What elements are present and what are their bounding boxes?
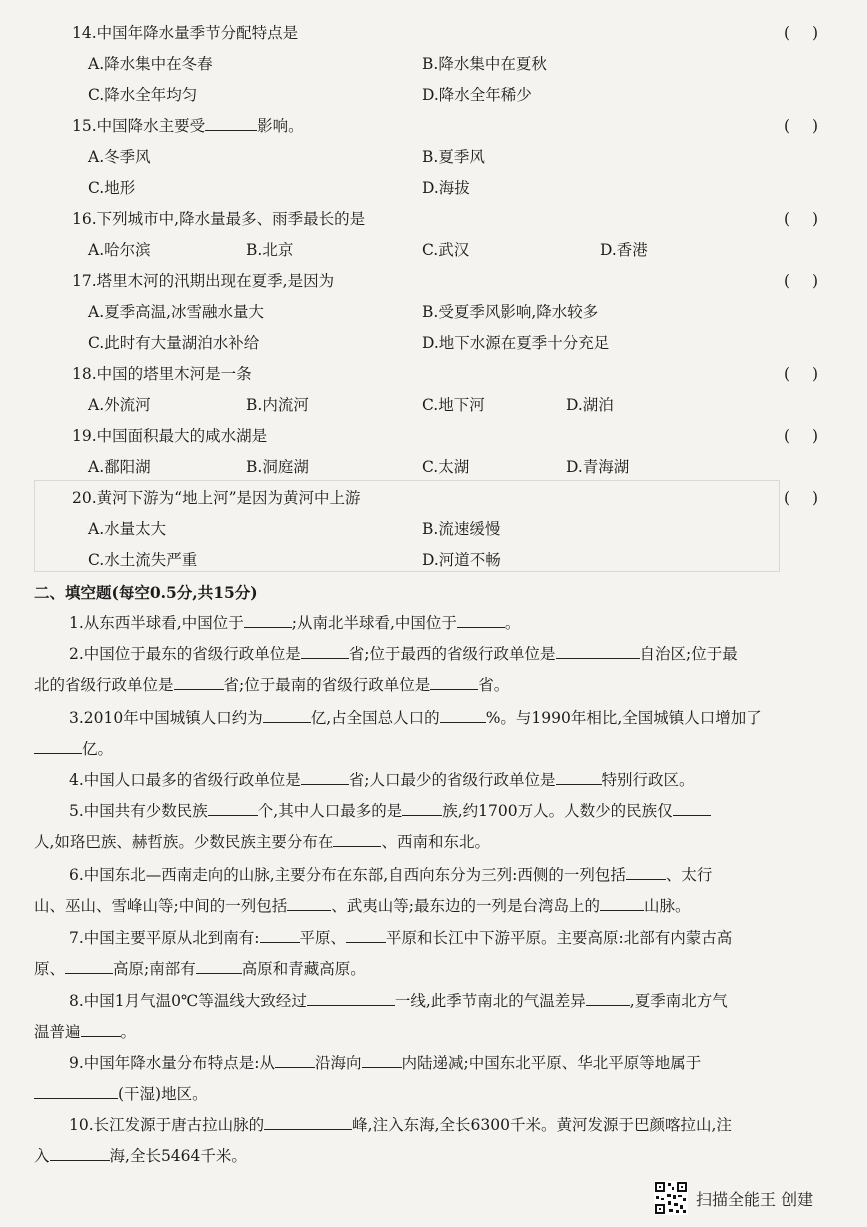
answer-blank[interactable] bbox=[50, 1141, 110, 1161]
fill-text: 5.中国共有少数民族 bbox=[69, 802, 208, 820]
fill-question-5 bbox=[34, 796, 867, 827]
answer-blank[interactable] bbox=[81, 1017, 121, 1037]
answer-bracket[interactable]: () bbox=[784, 117, 841, 135]
fill-text: 自治区;位于最 bbox=[639, 645, 738, 663]
option-d: D.青海湖 bbox=[566, 458, 630, 476]
option-a: A.冬季风 bbox=[88, 148, 151, 166]
options-row bbox=[0, 49, 867, 80]
fill-question-6-cont bbox=[34, 891, 834, 922]
fill-question-10 bbox=[34, 1110, 867, 1141]
answer-blank[interactable] bbox=[208, 796, 258, 816]
fill-text: 、武夷山等;最东边的一列是台湾岛上的 bbox=[331, 897, 600, 915]
question-text bbox=[72, 111, 304, 142]
fill-question-2 bbox=[34, 639, 867, 670]
option-a: A.水量太大 bbox=[88, 520, 167, 538]
fill-text: 入 bbox=[34, 1147, 50, 1165]
question-text-part: 15.中国降水主要受 bbox=[72, 117, 206, 135]
answer-bracket[interactable]: () bbox=[784, 272, 841, 290]
fill-text: 温普遍 bbox=[34, 1023, 81, 1041]
question-text: 16.下列城市中,降水量最多、雨季最长的是 bbox=[72, 210, 366, 228]
option-c: C.地形 bbox=[88, 179, 136, 197]
fill-text: 、太行 bbox=[665, 866, 713, 884]
fill-text: 。 bbox=[120, 1023, 137, 1041]
fill-text: 。 bbox=[504, 614, 521, 632]
fill-text: 原、 bbox=[34, 960, 66, 978]
qr-code-icon bbox=[654, 1181, 688, 1215]
answer-bracket[interactable]: () bbox=[784, 489, 841, 507]
fill-text: 个,其中人口最多的是 bbox=[257, 802, 403, 820]
answer-blank[interactable] bbox=[287, 891, 331, 911]
fill-text: 北的省级行政单位是 bbox=[34, 676, 174, 694]
scanner-watermark bbox=[654, 1180, 813, 1216]
fill-text: 平原和长江中下游平原。主要高原:北部有内蒙古高 bbox=[386, 929, 733, 947]
option-d: D.地下水源在夏季十分充足 bbox=[422, 334, 610, 352]
question-text: 17.塔里木河的汛期出现在夏季,是因为 bbox=[72, 272, 335, 290]
fill-question-6 bbox=[34, 860, 867, 891]
options-row bbox=[0, 142, 867, 173]
fill-question-3-cont bbox=[34, 734, 834, 765]
fill-text: 山脉。 bbox=[643, 897, 691, 915]
fill-text: 省;人口最少的省级行政单位是 bbox=[348, 771, 556, 789]
answer-blank[interactable] bbox=[263, 703, 311, 723]
fill-text: 1.从东西半球看,中国位于 bbox=[69, 614, 244, 632]
answer-blank[interactable] bbox=[301, 639, 349, 659]
fill-text: 海,全长5464千米。 bbox=[109, 1147, 247, 1165]
option-a: A.鄱阳湖 bbox=[88, 458, 151, 476]
fill-text: 高原;南部有 bbox=[113, 960, 196, 978]
fill-text: ,夏季南北方气 bbox=[629, 992, 728, 1010]
options-row bbox=[0, 80, 867, 111]
option-b: B.夏季风 bbox=[422, 148, 485, 166]
fill-text: (干湿)地区。 bbox=[118, 1085, 208, 1103]
fill-text: 4.中国人口最多的省级行政单位是 bbox=[69, 771, 301, 789]
option-d: D.湖泊 bbox=[566, 396, 614, 414]
fill-text: 族,约1700万人。人数少的民族仅 bbox=[442, 802, 673, 820]
options-row bbox=[0, 390, 867, 421]
question-16 bbox=[0, 204, 867, 235]
fill-question-4 bbox=[34, 765, 867, 796]
fill-text: 一线,此季节南北的气温差异 bbox=[394, 992, 586, 1010]
answer-blank[interactable] bbox=[346, 923, 386, 943]
answer-blank[interactable] bbox=[600, 891, 644, 911]
fill-text: 省;位于最西的省级行政单位是 bbox=[348, 645, 556, 663]
option-d: D.海拔 bbox=[422, 179, 470, 197]
fill-text: 内陆递减;中国东北平原、华北平原等地属于 bbox=[401, 1054, 702, 1072]
fill-text: 9.中国年降水量分布特点是:从 bbox=[69, 1054, 276, 1072]
question-text: 20.黄河下游为“地上河”是因为黄河中上游 bbox=[72, 489, 361, 507]
answer-blank[interactable] bbox=[196, 954, 242, 974]
question-text: 19.中国面积最大的咸水湖是 bbox=[72, 427, 268, 445]
answer-blank[interactable] bbox=[556, 639, 640, 659]
fill-question-8-cont bbox=[34, 1017, 834, 1048]
answer-blank[interactable] bbox=[301, 765, 349, 785]
option-b: B.流速缓慢 bbox=[422, 520, 501, 538]
fill-text: 高原和青藏高原。 bbox=[241, 960, 366, 978]
fill-text: 平原、 bbox=[299, 929, 347, 947]
option-a: A.哈尔滨 bbox=[88, 241, 151, 259]
option-b: B.洞庭湖 bbox=[246, 458, 309, 476]
option-c: C.此时有大量湖泊水补给 bbox=[88, 334, 260, 352]
answer-blank[interactable] bbox=[34, 734, 82, 754]
answer-blank[interactable] bbox=[34, 1079, 118, 1099]
question-17 bbox=[0, 266, 867, 297]
answer-blank[interactable] bbox=[673, 796, 711, 816]
fill-text: 省;位于最南的省级行政单位是 bbox=[223, 676, 431, 694]
answer-blank[interactable] bbox=[333, 827, 381, 847]
question-text: 14.中国年降水量季节分配特点是 bbox=[72, 24, 299, 42]
answer-blank[interactable] bbox=[260, 923, 300, 943]
answer-bracket[interactable]: () bbox=[784, 365, 841, 383]
question-20 bbox=[0, 483, 867, 514]
option-c: C.武汉 bbox=[422, 241, 470, 259]
options-row bbox=[0, 452, 867, 483]
options-row bbox=[0, 328, 867, 359]
fill-text: 亿。 bbox=[82, 740, 114, 758]
fill-text: 亿,占全国总人口的 bbox=[310, 709, 440, 727]
options-row bbox=[0, 235, 867, 266]
answer-blank[interactable] bbox=[362, 1048, 402, 1068]
answer-blank[interactable] bbox=[264, 1110, 352, 1130]
fill-question-10-cont bbox=[34, 1141, 834, 1172]
question-text-part: 影响。 bbox=[257, 117, 304, 135]
option-d: D.香港 bbox=[600, 241, 648, 259]
answer-blank[interactable] bbox=[457, 608, 505, 628]
question-15 bbox=[0, 111, 867, 142]
option-c: C.降水全年均匀 bbox=[88, 86, 198, 104]
option-d: D.降水全年稀少 bbox=[422, 86, 532, 104]
option-b: B.降水集中在夏秋 bbox=[422, 55, 547, 73]
fill-text: ;从南北半球看,中国位于 bbox=[291, 614, 457, 632]
fill-text: 7.中国主要平原从北到南有: bbox=[69, 929, 260, 947]
answer-blank[interactable] bbox=[174, 670, 224, 690]
answer-blank[interactable] bbox=[275, 1048, 315, 1068]
answer-blank[interactable] bbox=[307, 986, 395, 1006]
option-d: D.河道不畅 bbox=[422, 551, 501, 569]
answer-blank[interactable] bbox=[65, 954, 113, 974]
fill-question-2-cont bbox=[34, 670, 834, 701]
fill-question-9 bbox=[34, 1048, 867, 1079]
fill-question-7-cont bbox=[34, 954, 834, 985]
answer-blank[interactable] bbox=[556, 765, 602, 785]
option-c: C.水土流失严重 bbox=[88, 551, 198, 569]
question-14 bbox=[0, 18, 867, 49]
option-b: B.内流河 bbox=[246, 396, 309, 414]
fill-text: 10.长江发源于唐古拉山脉的 bbox=[69, 1116, 265, 1134]
fill-question-9-cont bbox=[34, 1079, 834, 1110]
answer-blank[interactable] bbox=[430, 670, 478, 690]
answer-bracket[interactable]: () bbox=[784, 24, 841, 42]
options-row bbox=[0, 297, 867, 328]
answer-blank[interactable] bbox=[440, 703, 486, 723]
fill-text: %。与1990年相比,全国城镇人口增加了 bbox=[485, 709, 762, 727]
watermark-text: 扫描全能王 创建 bbox=[696, 1189, 814, 1209]
options-row bbox=[0, 545, 867, 576]
fill-text: 山、巫山、雪峰山等;中间的一列包括 bbox=[34, 897, 288, 915]
answer-blank[interactable] bbox=[402, 796, 442, 816]
fill-question-1 bbox=[34, 608, 867, 639]
fill-question-3 bbox=[34, 703, 867, 734]
question-19 bbox=[0, 421, 867, 452]
fill-text: 3.2010年中国城镇人口约为 bbox=[69, 709, 263, 727]
fill-text: 沿海向 bbox=[315, 1054, 362, 1072]
answer-blank[interactable] bbox=[626, 860, 666, 880]
question-text: 18.中国的塔里木河是一条 bbox=[72, 365, 252, 383]
fill-question-5-cont bbox=[34, 827, 834, 858]
answer-blank[interactable] bbox=[586, 986, 630, 1006]
option-a: A.夏季高温,冰雪融水量大 bbox=[88, 303, 265, 321]
answer-blank[interactable] bbox=[205, 111, 257, 131]
fill-text: 、西南和东北。 bbox=[381, 833, 490, 851]
fill-question-8 bbox=[34, 986, 867, 1017]
option-a: A.降水集中在冬春 bbox=[88, 55, 213, 73]
fill-text: 峰,注入东海,全长6300千米。黄河发源于巴颜喀拉山,注 bbox=[352, 1116, 732, 1134]
fill-text: 2.中国位于最东的省级行政单位是 bbox=[69, 645, 301, 663]
option-a: A.外流河 bbox=[88, 396, 151, 414]
answer-bracket[interactable]: () bbox=[784, 427, 841, 445]
fill-text: 特别行政区。 bbox=[601, 771, 695, 789]
question-18 bbox=[0, 359, 867, 390]
option-b: B.北京 bbox=[246, 241, 294, 259]
option-c: C.太湖 bbox=[422, 458, 470, 476]
answer-bracket[interactable]: () bbox=[784, 210, 841, 228]
fill-question-7 bbox=[34, 923, 867, 954]
section-heading: 二、填空题(每空0.5分,共15分) bbox=[34, 583, 258, 602]
fill-text: 人,如珞巴族、赫哲族。少数民族主要分布在 bbox=[34, 833, 334, 851]
option-c: C.地下河 bbox=[422, 396, 485, 414]
options-row bbox=[0, 514, 867, 545]
option-b: B.受夏季风影响,降水较多 bbox=[422, 303, 599, 321]
fill-text: 6.中国东北—西南走向的山脉,主要分布在东部,自西向东分为三列:西侧的一列包括 bbox=[69, 866, 626, 884]
fill-text: 省。 bbox=[478, 676, 510, 694]
answer-blank[interactable] bbox=[244, 608, 292, 628]
fill-text: 8.中国1月气温0℃等温线大致经过 bbox=[69, 992, 307, 1010]
options-row bbox=[0, 173, 867, 204]
